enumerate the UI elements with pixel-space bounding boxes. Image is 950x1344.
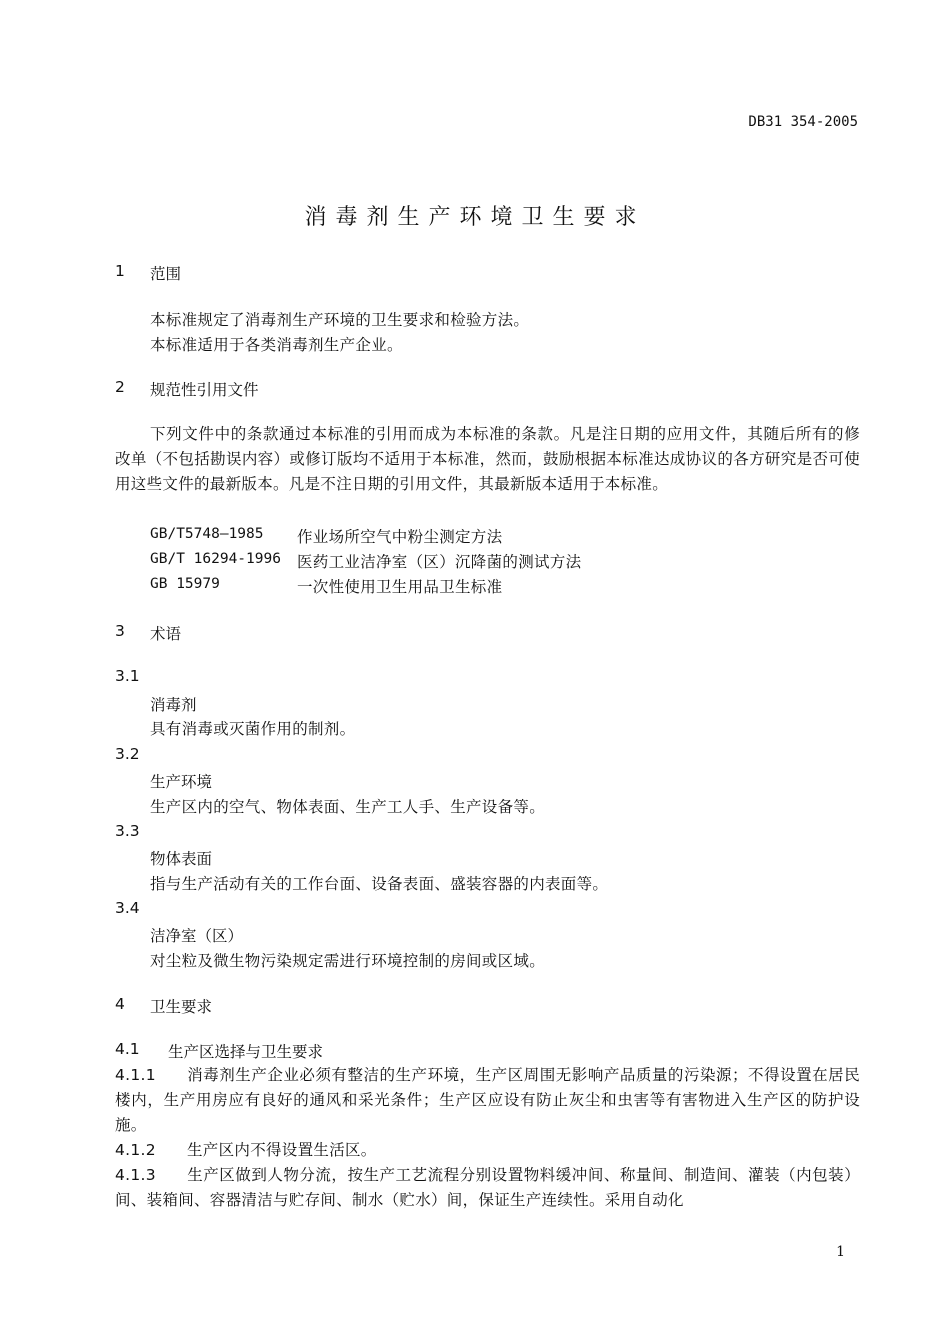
reference-title: 作业场所空气中粉尘测定方法 [297, 528, 503, 546]
reference-code: GB/T5748—1985 [150, 526, 264, 542]
term-definition: 对尘粒及微生物污染规定需进行环境控制的房间或区域。 [150, 952, 546, 970]
clause-text: 消毒剂生产企业必须有整洁的生产环境，生产区周围无影响产品质量的污染源；不得设置在居民楼内，生产用房应有良好的通风和采光条件；生产区应设有防止灰尘和虫害等有害物进入生产区的防护设施。 [115, 1066, 860, 1134]
clause-number: 4.1.2 [115, 1141, 156, 1159]
scope-line-1: 本标准规定了消毒剂生产环境的卫生要求和检验方法。 [150, 311, 530, 329]
page-number: 1 [836, 1244, 845, 1260]
term-definition: 具有消毒或灭菌作用的制剂。 [150, 720, 356, 738]
clause-number: 4.1.1 [115, 1066, 156, 1084]
section-1-number: 1 [115, 262, 125, 280]
term-definition: 指与生产活动有关的工作台面、设备表面、盛装容器的内表面等。 [150, 875, 609, 893]
clause-text: 生产区做到人物分流，按生产工艺流程分别设置物料缓冲间、称量间、制造间、灌装（内包装）间、装箱间、容器清洁与贮存间、制水（贮水）间，保证生产连续性。采用自动化 [115, 1166, 860, 1209]
section-2-number: 2 [115, 378, 125, 396]
section-4-number: 4 [115, 995, 125, 1013]
term-name: 洁净室（区） [150, 927, 244, 945]
term-number: 3.2 [115, 745, 140, 763]
clause-4-1-1 [115, 1063, 860, 1138]
clause-number: 4.1.3 [115, 1166, 156, 1184]
section-4-heading: 卫生要求 [150, 998, 213, 1016]
term-name: 消毒剂 [150, 696, 197, 714]
clause-text: 生产区内不得设置生活区。 [187, 1141, 377, 1159]
term-definition: 生产区内的空气、物体表面、生产工人手、生产设备等。 [150, 798, 546, 816]
section-1-heading: 范围 [150, 265, 182, 283]
document-code: DB31 354-2005 [748, 114, 858, 130]
term-number: 3.4 [115, 899, 140, 917]
document-title: 消毒剂生产环境卫生要求 [304, 205, 646, 230]
term-number: 3.3 [115, 822, 140, 840]
subsection-number: 4.1 [115, 1040, 140, 1058]
reference-code: GB 15979 [150, 576, 220, 592]
normative-references-paragraph: 下列文件中的条款通过本标准的引用而成为本标准的条款。凡是注日期的应用文件，其随后所有的修改单（不包括勘误内容）或修订版均不适用于本标准，然而，鼓励根据本标准达成协议的各方研究是否可使用这些文件的最新版本。凡是不注日期的引用文件，其最新版本适用于本标准。 [115, 425, 860, 493]
term-number: 3.1 [115, 667, 140, 685]
scope-line-2: 本标准适用于各类消毒剂生产企业。 [150, 336, 403, 354]
clause-4-1-2 [115, 1138, 860, 1163]
section-3-number: 3 [115, 622, 125, 640]
reference-title: 医药工业洁净室（区）沉降菌的测试方法 [297, 553, 582, 571]
section-2-heading: 规范性引用文件 [150, 381, 259, 399]
clause-4-1-3 [115, 1163, 860, 1213]
reference-code: GB/T 16294-1996 [150, 551, 281, 567]
term-name: 物体表面 [150, 850, 213, 868]
subsection-heading: 生产区选择与卫生要求 [168, 1043, 324, 1061]
term-name: 生产环境 [150, 773, 213, 791]
reference-title: 一次性使用卫生用品卫生标准 [297, 578, 503, 596]
section-3-heading: 术语 [150, 625, 182, 643]
